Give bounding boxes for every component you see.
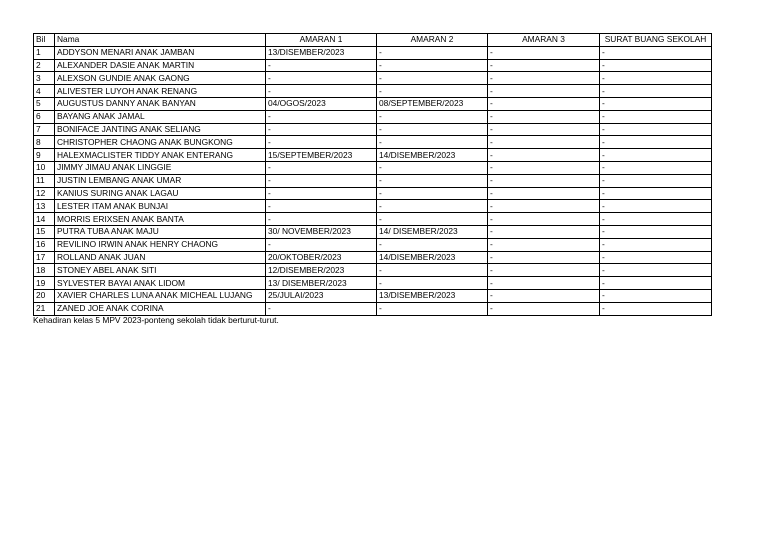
cell-bil: 1 [34, 46, 55, 59]
cell-surat-buang-sekolah: - [600, 161, 712, 174]
header-amaran-3: AMARAN 3 [488, 34, 600, 47]
cell-bil: 13 [34, 200, 55, 213]
cell-amaran-2: - [377, 200, 488, 213]
cell-bil: 11 [34, 174, 55, 187]
cell-bil: 9 [34, 149, 55, 162]
table-row [34, 225, 712, 238]
table-row [34, 110, 712, 123]
cell-bil: 21 [34, 302, 55, 315]
cell-bil: 19 [34, 277, 55, 290]
cell-nama: KANIUS SURING ANAK LAGAU [55, 187, 266, 200]
table-row [34, 46, 712, 59]
cell-bil: 14 [34, 213, 55, 226]
cell-amaran-3: - [488, 136, 600, 149]
cell-nama: ROLLAND ANAK JUAN [55, 251, 266, 264]
cell-surat-buang-sekolah: - [600, 46, 712, 59]
cell-surat-buang-sekolah: - [600, 302, 712, 315]
cell-amaran-2: 14/DISEMBER/2023 [377, 251, 488, 264]
cell-surat-buang-sekolah: - [600, 174, 712, 187]
cell-nama: LESTER ITAM ANAK BUNJAI [55, 200, 266, 213]
cell-nama: PUTRA TUBA ANAK MAJU [55, 225, 266, 238]
cell-nama: AUGUSTUS DANNY ANAK BANYAN [55, 97, 266, 110]
cell-bil: 18 [34, 264, 55, 277]
table-row [34, 264, 712, 277]
cell-bil: 8 [34, 136, 55, 149]
cell-amaran-3: - [488, 72, 600, 85]
header-bil: Bil [34, 34, 55, 47]
cell-amaran-2: 14/DISEMBER/2023 [377, 149, 488, 162]
cell-amaran-2: - [377, 46, 488, 59]
cell-amaran-2: - [377, 302, 488, 315]
cell-amaran-1: - [266, 161, 377, 174]
cell-nama: BAYANG ANAK JAMAL [55, 110, 266, 123]
table-row [34, 136, 712, 149]
table-row [34, 302, 712, 315]
cell-bil: 2 [34, 59, 55, 72]
cell-amaran-1: - [266, 213, 377, 226]
cell-amaran-1: - [266, 85, 377, 98]
cell-bil: 16 [34, 238, 55, 251]
cell-bil: 17 [34, 251, 55, 264]
cell-amaran-3: - [488, 302, 600, 315]
cell-amaran-3: - [488, 46, 600, 59]
cell-surat-buang-sekolah: - [600, 149, 712, 162]
cell-bil: 6 [34, 110, 55, 123]
cell-amaran-3: - [488, 85, 600, 98]
cell-amaran-1: - [266, 302, 377, 315]
table-row [34, 187, 712, 200]
cell-surat-buang-sekolah: - [600, 238, 712, 251]
cell-surat-buang-sekolah: - [600, 213, 712, 226]
cell-amaran-2: - [377, 85, 488, 98]
cell-bil: 20 [34, 289, 55, 302]
cell-amaran-2: - [377, 264, 488, 277]
table-row [34, 97, 712, 110]
cell-amaran-1: - [266, 59, 377, 72]
cell-bil: 5 [34, 97, 55, 110]
cell-nama: BONIFACE JANTING ANAK SELIANG [55, 123, 266, 136]
cell-amaran-2: - [377, 136, 488, 149]
cell-surat-buang-sekolah: - [600, 187, 712, 200]
cell-surat-buang-sekolah: - [600, 289, 712, 302]
cell-amaran-3: - [488, 264, 600, 277]
cell-amaran-3: - [488, 97, 600, 110]
cell-amaran-1: - [266, 187, 377, 200]
cell-surat-buang-sekolah: - [600, 136, 712, 149]
cell-nama: ZANED JOE ANAK CORINA [55, 302, 266, 315]
table-header-row [34, 34, 712, 47]
table-row [34, 123, 712, 136]
cell-amaran-2: - [377, 238, 488, 251]
cell-amaran-3: - [488, 161, 600, 174]
table-row [34, 289, 712, 302]
cell-amaran-3: - [488, 225, 600, 238]
cell-surat-buang-sekolah: - [600, 85, 712, 98]
cell-amaran-1: 12/DISEMBER/2023 [266, 264, 377, 277]
cell-amaran-2: - [377, 213, 488, 226]
cell-amaran-2: - [377, 161, 488, 174]
cell-nama: MORRIS ERIXSEN ANAK BANTA [55, 213, 266, 226]
cell-amaran-1: - [266, 72, 377, 85]
table-row [34, 200, 712, 213]
cell-bil: 10 [34, 161, 55, 174]
cell-amaran-1: 13/DISEMBER/2023 [266, 46, 377, 59]
cell-amaran-1: - [266, 200, 377, 213]
cell-amaran-3: - [488, 238, 600, 251]
table-body [34, 46, 712, 315]
cell-amaran-2: - [377, 59, 488, 72]
cell-amaran-2: - [377, 187, 488, 200]
cell-surat-buang-sekolah: - [600, 110, 712, 123]
cell-nama: CHRISTOPHER CHAONG ANAK BUNGKONG [55, 136, 266, 149]
cell-bil: 3 [34, 72, 55, 85]
cell-amaran-3: - [488, 174, 600, 187]
cell-amaran-2: 14/ DISEMBER/2023 [377, 225, 488, 238]
cell-nama: STONEY ABEL ANAK SITI [55, 264, 266, 277]
table-row [34, 72, 712, 85]
cell-amaran-1: - [266, 174, 377, 187]
cell-surat-buang-sekolah: - [600, 123, 712, 136]
cell-amaran-2: - [377, 174, 488, 187]
cell-surat-buang-sekolah: - [600, 97, 712, 110]
cell-amaran-2: 13/DISEMBER/2023 [377, 289, 488, 302]
cell-amaran-1: 04/OGOS/2023 [266, 97, 377, 110]
cell-bil: 4 [34, 85, 55, 98]
cell-nama: ALEXANDER DASIE ANAK MARTIN [55, 59, 266, 72]
table-row [34, 238, 712, 251]
cell-amaran-3: - [488, 59, 600, 72]
cell-amaran-3: - [488, 187, 600, 200]
table-row [34, 149, 712, 162]
cell-amaran-3: - [488, 110, 600, 123]
cell-amaran-1: 15/SEPTEMBER/2023 [266, 149, 377, 162]
table-row [34, 251, 712, 264]
cell-amaran-3: - [488, 289, 600, 302]
cell-amaran-1: 20/OKTOBER/2023 [266, 251, 377, 264]
cell-amaran-2: - [377, 110, 488, 123]
cell-amaran-1: - [266, 110, 377, 123]
attendance-note: Kehadiran kelas 5 MPV 2023-ponteng sekolah tidak berturut-turut. [33, 315, 279, 325]
cell-amaran-3: - [488, 123, 600, 136]
cell-surat-buang-sekolah: - [600, 200, 712, 213]
table-row [34, 59, 712, 72]
cell-amaran-3: - [488, 213, 600, 226]
cell-surat-buang-sekolah: - [600, 251, 712, 264]
cell-amaran-3: - [488, 200, 600, 213]
cell-bil: 15 [34, 225, 55, 238]
cell-amaran-1: - [266, 123, 377, 136]
cell-surat-buang-sekolah: - [600, 225, 712, 238]
cell-amaran-2: 08/SEPTEMBER/2023 [377, 97, 488, 110]
cell-amaran-2: - [377, 277, 488, 290]
table-row [34, 174, 712, 187]
cell-bil: 7 [34, 123, 55, 136]
header-surat-buang-sekolah: SURAT BUANG SEKOLAH [600, 34, 712, 47]
cell-nama: ADDYSON MENARI ANAK JAMBAN [55, 46, 266, 59]
header-nama: Nama [55, 34, 266, 47]
cell-nama: ALIVESTER LUYOH ANAK RENANG [55, 85, 266, 98]
cell-surat-buang-sekolah: - [600, 59, 712, 72]
cell-nama: JIMMY JIMAU ANAK LINGGIE [55, 161, 266, 174]
table-row [34, 85, 712, 98]
cell-nama: HALEXMACLISTER TIDDY ANAK ENTERANG [55, 149, 266, 162]
cell-surat-buang-sekolah: - [600, 277, 712, 290]
cell-amaran-2: - [377, 123, 488, 136]
table-row [34, 213, 712, 226]
table-row [34, 277, 712, 290]
table-row [34, 161, 712, 174]
cell-amaran-1: 30/ NOVEMBER/2023 [266, 225, 377, 238]
header-amaran-1: AMARAN 1 [266, 34, 377, 47]
cell-nama: REVILINO IRWIN ANAK HENRY CHAONG [55, 238, 266, 251]
header-amaran-2: AMARAN 2 [377, 34, 488, 47]
cell-amaran-1: - [266, 238, 377, 251]
cell-amaran-1: 25/JULAI/2023 [266, 289, 377, 302]
cell-surat-buang-sekolah: - [600, 72, 712, 85]
cell-amaran-1: 13/ DISEMBER/2023 [266, 277, 377, 290]
cell-bil: 12 [34, 187, 55, 200]
cell-nama: XAVIER CHARLES LUNA ANAK MICHEAL LUJANG [55, 289, 266, 302]
cell-amaran-2: - [377, 72, 488, 85]
cell-nama: JUSTIN LEMBANG ANAK UMAR [55, 174, 266, 187]
cell-amaran-1: - [266, 136, 377, 149]
cell-nama: SYLVESTER BAYAI ANAK LIDOM [55, 277, 266, 290]
cell-amaran-3: - [488, 251, 600, 264]
cell-nama: ALEXSON GUNDIE ANAK GAONG [55, 72, 266, 85]
cell-amaran-3: - [488, 277, 600, 290]
cell-surat-buang-sekolah: - [600, 264, 712, 277]
cell-amaran-3: - [488, 149, 600, 162]
warning-table [33, 33, 712, 316]
